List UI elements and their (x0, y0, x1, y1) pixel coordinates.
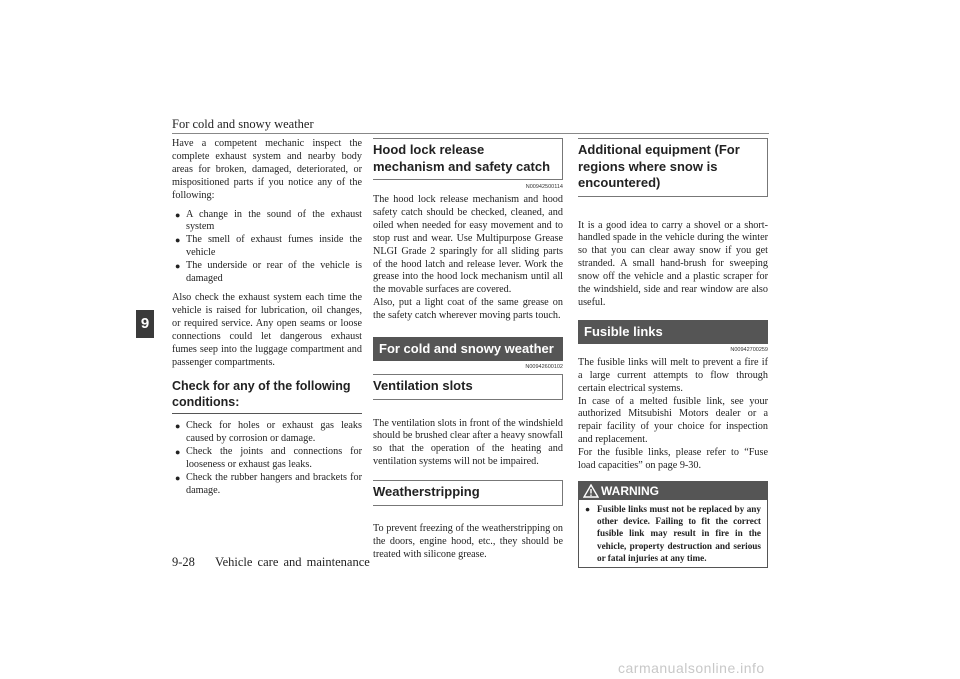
list-item: ● The underside or rear of the vehicle is damaged (175, 260, 362, 285)
cold-weather-code: N00942600102 (525, 364, 563, 371)
hood-lock-paragraph-1: The hood lock release mechanism and hood safety catch should be checked, cleaned, and oiled when needed for easy movement and to stop rust and wear. Use Multipurpose Grease NLGI Grade 2 sparingly for all sliding parts of the hood latch and release lever. Work the grease into the hood lock mechanism until all the movable surfaces are covered. (373, 194, 563, 296)
page-header-title: For cold and snowy weather (172, 117, 314, 131)
warning-box (578, 481, 768, 568)
list-item: ● Check the joints and connections for looseness or exhaust gas leaks. (175, 446, 362, 471)
exhaust-intro: Have a competent mechanic inspect the complete exhaust system and nearby body areas for broken, damaged, deteriorated, or mispositioned parts if you notice any of the following: (172, 138, 362, 201)
warning-triangle-icon (583, 484, 599, 498)
conditions-subheading: Check for any of the following conditions: (172, 379, 362, 414)
conditions-list (172, 420, 362, 497)
bullet-icon: ● (175, 235, 181, 246)
weatherstripping-paragraph: To prevent freezing of the weatherstripping on the doors, engine hood, etc., they should be treated with silicone grease. (373, 522, 563, 560)
hood-lock-heading: Hood lock release mechanism and safety catch (373, 138, 563, 180)
fusible-links-paragraph-2: In case of a melted fusible link, see your authorized Mitsubishi Motors dealer or a repair facility of your choice for inspection and replacement. (578, 395, 768, 446)
warning-text: ● Fusible links must not be replaced by any other device. Failing to fit the correct fusible link may result in fire in the vehicle, property destruction and serious or fatal injuries at any time. (585, 504, 761, 563)
footer-section: Vehicle care and maintenance (214, 555, 370, 569)
list-item: ● Check the rubber hangers and brackets for damage. (175, 472, 362, 496)
bullet-icon: ● (585, 504, 591, 514)
list-item: ● A change in the sound of the exhaust system (175, 208, 362, 233)
bullet-icon: ● (175, 209, 181, 220)
column-2 (373, 138, 563, 561)
header-rule (172, 133, 769, 134)
fusible-links-paragraph-1: The fusible links will melt to prevent a fire if a large current attempts to flow through certain electrical systems. (578, 356, 768, 394)
additional-equipment-heading: Additional equipment (For regions where snow is encountered) (578, 138, 768, 197)
bullet-icon: ● (175, 447, 181, 458)
list-item: ● The smell of exhaust fumes inside the vehicle (175, 234, 362, 259)
weatherstripping-heading: Weatherstripping (373, 480, 563, 506)
hood-lock-code: N00942500114 (525, 184, 563, 190)
bullet-icon: ● (175, 261, 181, 272)
bullet-icon: ● (175, 421, 181, 432)
ventilation-heading: Ventilation slots (373, 374, 563, 400)
hood-lock-paragraph-2: Also, put a light coat of the same grease on the safety catch wherever moving parts touch. (373, 297, 563, 322)
additional-equipment-paragraph: It is a good idea to carry a shovel or a short-handled spade in the vehicle during the winter so that you can clear away snow if you get stranded. A small hand-brush for sweeping snow off the vehicle and a plastic scraper for the windshield, side and rear window are also useful. (578, 219, 768, 308)
fusible-links-code: N00942700259 (730, 346, 768, 353)
fusible-links-paragraph-3: For the fusible links, please refer to “Fuse load capacities” on page 9-30. (578, 447, 768, 472)
exhaust-symptom-list (172, 209, 362, 286)
warning-label: WARNING (601, 484, 659, 498)
column-1 (172, 138, 362, 498)
fusible-links-heading: Fusible links (578, 320, 768, 344)
watermark: carmanualsonline.info (618, 660, 765, 676)
bullet-icon: ● (175, 473, 181, 484)
exhaust-check-paragraph: Also check the exhaust system each time the vehicle is raised for lubrication, oil changes, or required service. Any open seams or loose connections could let dangerous exhaust fumes seep into the luggage compartment and passenger compartments. (172, 291, 362, 368)
chapter-tab: 9 (136, 310, 154, 338)
cold-weather-heading: For cold and snowy weather (373, 337, 563, 361)
list-item: ● Check for holes or exhaust gas leaks caused by corrosion or damage. (175, 420, 362, 445)
column-3 (578, 138, 768, 568)
ventilation-paragraph: The ventilation slots in front of the windshield should be brushed clear after a heavy snowfall so that the operation of the heating and ventilation systems will not be impaired. (373, 417, 563, 468)
warning-bar (579, 482, 767, 500)
page-number: 9-28 (172, 555, 195, 569)
page-footer (172, 555, 370, 570)
